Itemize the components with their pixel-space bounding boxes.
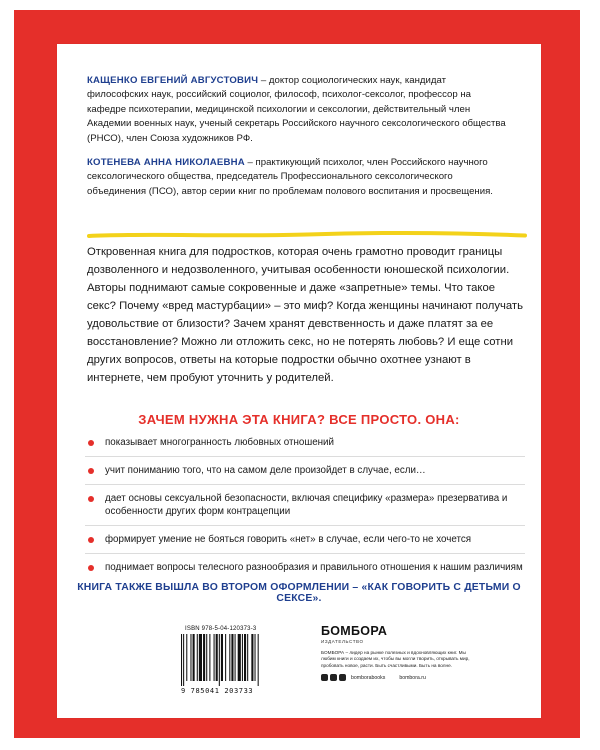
list-item (85, 533, 525, 554)
bullet-dot-icon (88, 496, 94, 502)
bullet-dot-icon (88, 468, 94, 474)
list-item (85, 436, 525, 457)
publisher-block (321, 624, 481, 681)
author-bio (87, 74, 507, 146)
list-item-text: поднимает вопросы телесного разнообразия и правильного отношения к нашим различиям (105, 561, 523, 573)
list-item (85, 561, 525, 581)
publisher-description: БОМБОРА – лидер на рынке полезных и вдохновляющих книг. Мы любим книги и создаем их, чтобы вы могли творить, открывать мир, пробовать новое, расти. Быть счастливыми. Быть на волне. (321, 650, 470, 668)
youtube-icon (330, 674, 337, 681)
list-item-text: учит пониманию того, что на самом деле произойдет в случае, если… (105, 464, 426, 476)
why-heading: ЗАЧЕМ НУЖНА ЭТА КНИГА? ВСЕ ПРОСТО. ОНА: (138, 412, 460, 427)
publisher-subtitle: ИЗДАТЕЛЬСТВО (321, 639, 364, 644)
publisher-site-link[interactable]: bombora.ru (399, 674, 426, 681)
list-item (85, 464, 525, 485)
author-name: КАЩЕНКО ЕВГЕНИЙ АВГУСТОВИЧ (87, 75, 259, 86)
vk-icon (321, 674, 328, 681)
publisher-logo: БОМБОРА (321, 624, 388, 638)
bullet-dot-icon (88, 565, 94, 571)
yellow-highlight-divider (87, 230, 527, 240)
author-description: – доктор социологических наук, кандидат философских наук, российский социолог, философ, психолог-сексолог, профессор на кафедре психотерапии, медицинской психологии и сексологии, действительный член Академии военных наук, ученый секретарь Российского научного сексологического общества (РНСО), член Союза художников РФ. (87, 75, 506, 144)
author-bio (87, 156, 507, 199)
bullet-dot-icon (88, 537, 94, 543)
list-item-text: формирует умение не бояться говорить «нет» в случае, если чего-то не хочется (105, 534, 472, 546)
author-description: – практикующий психолог, член Российского научного сексологического общества, председатель Профессионального сексологического объединения (ПСО), автор серии книг по проблемам полового воспитания и просвещения. (87, 157, 493, 197)
bullet-dot-icon (88, 440, 94, 446)
publisher-contacts (321, 674, 481, 681)
book-description: Откровенная книга для подростков, которая очень грамотно проводит границы дозволенного и недозволенного, учитывая особенности юношеской психологии. Авторы поднимают самые сокровенные и даже «запретные» темы. Что такое секс? Почему «вред мастурбации» – это миф? Когда женщины начинают получать удовольствие от близости? Зачем хранят девственность и даже платят за ее восстановление? Можно ли отложить секс, но не потерять любовь? И еще сотни других вопросов, ответы на которые подростки обычно охотнее узнают в интернете, чем пробуют уточнить у родителей. (87, 246, 523, 384)
list-item-text: показывает многогранность любовных отношений (105, 437, 334, 448)
isbn-label: ISBN 978-5-04-120373-3 (185, 626, 257, 632)
list-item (85, 492, 525, 527)
list-item-text: дает основы сексуальной безопасности, включая специфику «размера» презерватива и особенности других форм контрацепции (105, 492, 508, 518)
barcode-bars-icon (177, 634, 307, 686)
also-published-note: КНИГА ТАКЖЕ ВЫШЛА ВО ВТОРОМ ОФОРМЛЕНИИ – «КАК ГОВОРИТЬ С ДЕТЬМИ О СЕКСЕ». (77, 582, 521, 604)
telegram-icon (339, 674, 346, 681)
author-name: КОТЕНЕВА АННА НИКОЛАЕВНА (87, 157, 245, 169)
authors-section (87, 74, 507, 209)
back-cover-content (57, 44, 541, 718)
barcode (177, 626, 311, 700)
social-handle[interactable]: bomborabooks (351, 674, 386, 681)
barcode-number: 9 785041 203733 (181, 687, 254, 695)
benefits-list (85, 436, 525, 588)
